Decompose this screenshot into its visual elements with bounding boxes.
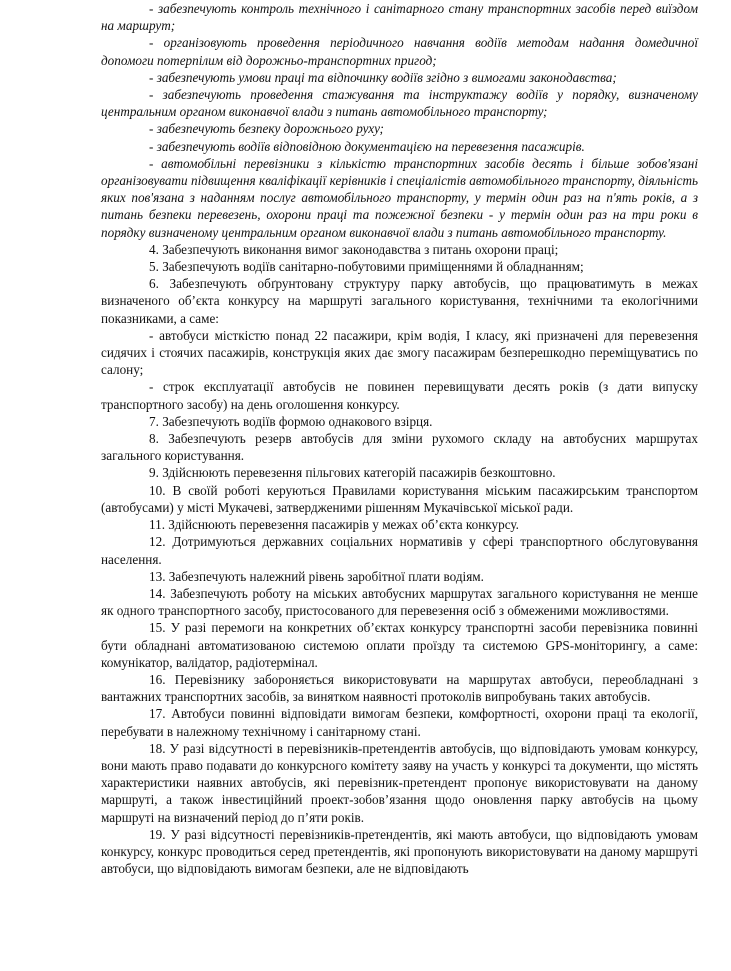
numbered-paragraph: 9. Здійснюють перевезення пільгових категорій пасажирів безкоштовно. (149, 465, 556, 481)
numbered-paragraph: 11. Здійснюють перевезення пасажирів у межах об’єкта конкурсу. (149, 517, 519, 533)
paragraph: - забезпечують проведення стажування та інструктажу водіїв у порядку, визначеному центральним органом виконавчої влади з питань автомобільного транспорту; (101, 87, 698, 120)
numbered-paragraph: 8. Забезпечують резерв автобусів для зміни рухомого складу на автобусних маршрутах загального користування. (101, 431, 698, 464)
numbered-paragraph: 17. Автобуси повинні відповідати вимогам безпеки, комфортності, охорони праці та екології, перебувати в належному технічному і санітарному стані. (101, 706, 698, 739)
numbered-paragraph: 12. Дотримуються державних соціальних нормативів у сфері транспортного обслуговування населення. (101, 534, 698, 567)
numbered-paragraph: 18. У разі відсутності в перевізників-претендентів автобусів, що відповідають умовам конкурсу, вони мають право подавати до конкурсного комітету заяву на участь у конкурсі та документи, що містять характеристики наявних автобусів, які перевізник-претендент пропонує використовувати на даному маршруті, а також інвестиційний проект-зобов’язання щодо оновлення парку автобусів на цьому маршруті на визначений період до п’яти років. (101, 740, 698, 825)
numbered-paragraph: 16. Перевізнику забороняється використовувати на маршрутах автобуси, переобладнані з вантажних транспортних засобів, за винятком наявності протоколів випробувань таких автобусів. (101, 671, 698, 705)
bullet-paragraph: - автобуси місткістю понад 22 пасажири, крім водія, I класу, які призначені для перевезення сидячих і стоячих пасажирів, конструкція яких дає змогу пасажирам безперешкодно переміщуватись по салону; (101, 327, 698, 378)
paragraph: - автомобільні перевізники з кількістю транспортних засобів десять і більше зобов'язані організовувати підвищення кваліфікації керівників і спеціалістів автомобільного транспорту, діяльність яких пов'язана з наданням послуг автомобільного транспорту, у термін один раз на п'ять років, а з питань безпеки перевезень, охорони праці та пожежної безпеки - у термін один раз на три роки в порядку визначеному центральним органом виконавчої влади з питань автомобільного транспорту. (101, 155, 698, 240)
numbered-paragraph: 13. Забезпечують належний рівень заробітної плати водіям. (149, 568, 484, 584)
paragraph: - організовують проведення періодичного навчання водіїв методам надання домедичної допомоги потерпілим від дорожньо-транспортних пригод; (101, 35, 698, 68)
numbered-paragraph: 10. В своїй роботі керуються Правилами користування міським пасажирським транспортом (автобусами) у місті Мукачеві, затвердженими рішенням Мукачівської міської ради. (101, 482, 698, 515)
numbered-paragraph: 6. Забезпечують обґрунтовану структуру парку автобусів, що працюватимуть в межах визначеного об’єкта конкурсу на маршруті загального користування, технічними та екологічними показниками, а саме: (101, 276, 698, 326)
numbered-paragraph: 19. У разі відсутності перевізників-претендентів, які мають автобуси, що відповідають умовам конкурсу, конкурс проводиться серед претендентів, які пропонують використовувати на даному маршруті автобуси, що відповідають вимогам безпеки, але не відповідають (101, 826, 698, 877)
numbered-paragraph: 15. У разі перемоги на конкретних об’єктах конкурсу транспортні засоби перевізника повинні бути обладнані автоматизованою системою оплати проїзду та системою GPS-моніторингу, а саме: комунікатор, валідатор, радіотермінал. (101, 620, 698, 670)
numbered-paragraph: 4. Забезпечують виконання вимог законодавства з питань охорони праці; (149, 241, 559, 257)
paragraph: - забезпечують водіїв відповідною документацією на перевезення пасажирів. (149, 138, 585, 154)
paragraph: - забезпечують контроль технічного і санітарного стану транспортних засобів перед виїздом на маршрут; (101, 1, 698, 34)
numbered-paragraph: 5. Забезпечують водіїв санітарно-побутовими приміщеннями й обладнанням; (149, 259, 584, 275)
numbered-paragraph: 14. Забезпечують роботу на міських автобусних маршрутах загального користування не менше як одного транспортного засобу, пристосованого для перевезення осіб з обмеженими можливостями. (101, 585, 698, 619)
bullet-paragraph: - строк експлуатації автобусів не повинен перевищувати десять років (з дати випуску транспортного засобу) на день оголошення конкурсу. (101, 379, 698, 412)
paragraph: - забезпечують безпеку дорожнього руху; (149, 121, 384, 137)
document-page (101, 0, 698, 877)
numbered-paragraph: 7. Забезпечують водіїв формою однакового взірця. (149, 413, 433, 429)
paragraph: - забезпечують умови праці та відпочинку водіїв згідно з вимогами законодавства; (149, 69, 617, 85)
